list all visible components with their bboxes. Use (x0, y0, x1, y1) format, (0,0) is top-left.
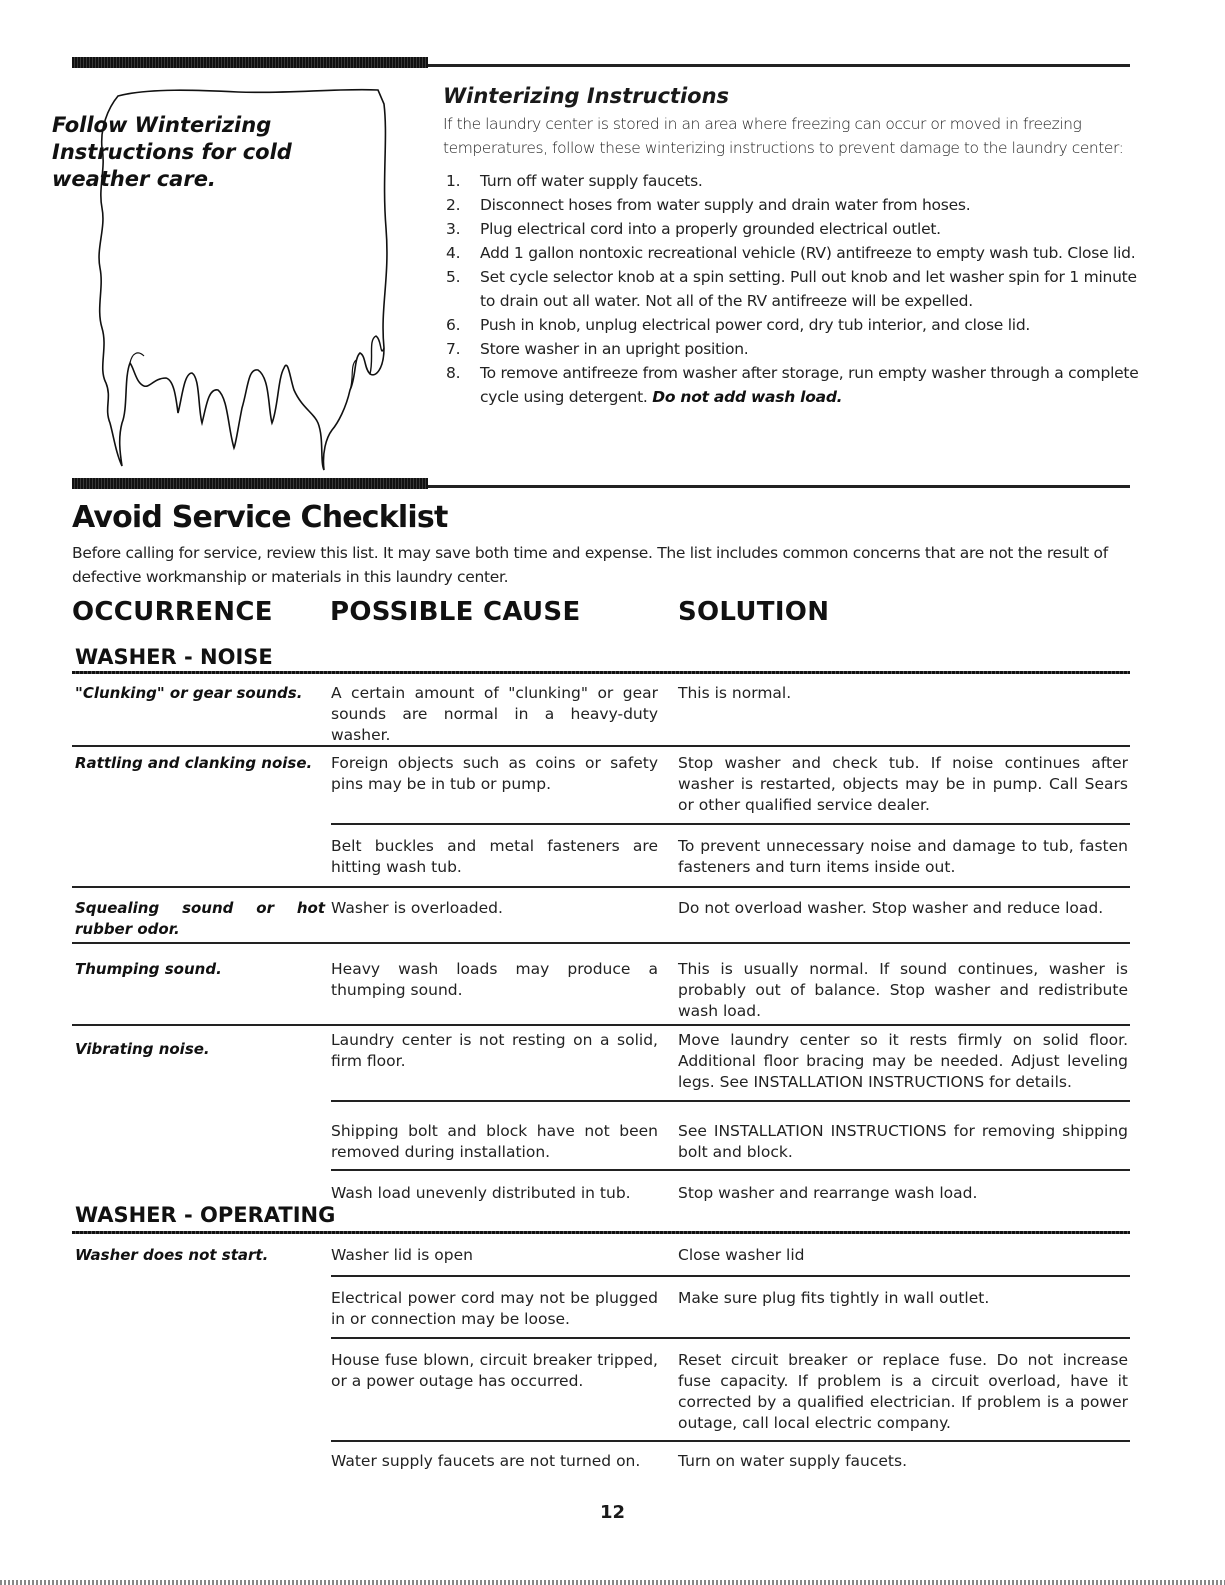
row-divider (331, 823, 1130, 825)
occurrence-label: "Clunking" or gear sounds. (75, 684, 303, 702)
step-text: Push in knob, unplug electrical power cord, dry tub interior, and close lid. (480, 316, 1031, 334)
step-item (443, 169, 1143, 193)
occurrence-label: Washer does not start. (75, 1246, 269, 1264)
step-text: Set cycle selector knob at a spin setting. Pull out knob and let washer spin for 1 minute to drain out all water. Not all of the RV antifreeze will be expelled. (480, 268, 1137, 310)
top-divider (72, 64, 1130, 67)
row-divider (331, 1275, 1130, 1277)
step-number: 2. (446, 196, 461, 214)
step-item (443, 313, 1143, 337)
step-text: Plug electrical cord into a properly grounded electrical outlet. (480, 220, 941, 238)
winterizing-callout (52, 112, 312, 193)
winterizing-title: Winterizing Instructions (443, 84, 730, 108)
solution-text: Move laundry center so it rests firmly on solid floor. Additional floor bracing may be needed. Adjust leveling legs. See INSTALLATION INSTRUCTIONS for details. (678, 1031, 1128, 1091)
solution-text: Close washer lid (678, 1246, 805, 1264)
winterizing-steps (443, 169, 1143, 409)
step-item (443, 265, 1143, 313)
cause-text: Shipping bolt and block have not been removed during installation. (331, 1122, 658, 1161)
occurrence-label: Squealing sound or hot rubber odor. (75, 899, 325, 938)
cause-text: Laundry center is not resting on a solid, firm floor. (331, 1031, 658, 1070)
solution-text: Stop washer and check tub. If noise continues after washer is restarted, objects may be in pump. Call Sears or other qualified service dealer. (678, 754, 1128, 814)
cause-text: Wash load unevenly distributed in tub. (331, 1184, 631, 1202)
winterizing-intro: If the laundry center is stored in an area where freezing can occur or moved in freezing temperatures, follow these winterizing instructions to prevent damage to the laundry center: (443, 115, 1124, 157)
solution-text: Do not overload washer. Stop washer and reduce load. (678, 899, 1104, 917)
row-divider (331, 1169, 1130, 1171)
step-item (443, 361, 1143, 409)
solution-text: To prevent unnecessary noise and damage to tub, fasten fasteners and turn items inside out. (678, 837, 1128, 876)
cause-text: Foreign objects such as coins or safety pins may be in tub or pump. (331, 754, 658, 793)
callout-line: Instructions for cold (52, 140, 292, 164)
cause-text: Washer lid is open (331, 1246, 473, 1264)
section-rule (72, 1231, 1130, 1234)
callout-line: weather care. (52, 167, 216, 191)
section-divider (72, 485, 1130, 488)
occurrence-label: Rattling and clanking noise. (75, 754, 313, 772)
cause-text: Water supply faucets are not turned on. (331, 1452, 641, 1470)
step-text: To remove antifreeze from washer after storage, run empty washer through a complete cycle using detergent. (480, 364, 1139, 406)
row-divider (72, 745, 1130, 747)
step-emphasis: Do not add wash load. (652, 388, 843, 406)
section-heading-noise: WASHER - NOISE (75, 645, 273, 669)
cause-text: Belt buckles and metal fasteners are hitting wash tub. (331, 837, 658, 876)
row-divider (72, 1024, 1130, 1026)
step-text: Turn off water supply faucets. (480, 172, 703, 190)
row-divider (72, 886, 1130, 888)
solution-text: See INSTALLATION INSTRUCTIONS for removing shipping bolt and block. (678, 1122, 1128, 1161)
step-number: 8. (446, 364, 461, 382)
solution-text: Reset circuit breaker or replace fuse. Do not increase fuse capacity. If problem is a circuit overload, have it corrected by a qualified electrician. If problem is a power outage, call local electric company. (678, 1351, 1128, 1432)
scan-edge (0, 1580, 1225, 1585)
column-header-cause: POSSIBLE CAUSE (330, 597, 581, 627)
step-number: 4. (446, 244, 461, 262)
solution-text: This is usually normal. If sound continues, washer is probably out of balance. Stop washer and redistribute wash load. (678, 960, 1128, 1020)
step-text: Store washer in an upright position. (480, 340, 749, 358)
step-number: 5. (446, 268, 461, 286)
cause-text: House fuse blown, circuit breaker tripped, or a power outage has occurred. (331, 1351, 658, 1390)
step-text: Add 1 gallon nontoxic recreational vehicle (RV) antifreeze to empty wash tub. Close lid. (480, 244, 1136, 262)
step-item (443, 241, 1143, 265)
winterizing-section (443, 83, 1143, 409)
occurrence-label: Vibrating noise. (75, 1040, 210, 1058)
cause-text: Heavy wash loads may produce a thumping sound. (331, 960, 658, 999)
column-header-solution: SOLUTION (678, 597, 830, 627)
column-header-occurrence: OCCURRENCE (72, 597, 273, 627)
step-number: 7. (446, 340, 461, 358)
cause-text: Washer is overloaded. (331, 899, 503, 917)
step-text: Disconnect hoses from water supply and drain water from hoses. (480, 196, 971, 214)
row-divider (331, 1440, 1130, 1442)
solution-text: Make sure plug fits tightly in wall outlet. (678, 1289, 990, 1307)
solution-text: This is normal. (678, 684, 792, 702)
row-divider (72, 942, 1130, 944)
step-item (443, 217, 1143, 241)
row-divider (331, 1100, 1130, 1102)
section-heading-operating: WASHER - OPERATING (75, 1203, 336, 1227)
cause-text: Electrical power cord may not be plugged in or connection may be loose. (331, 1289, 658, 1328)
checklist-intro: Before calling for service, review this list. It may save both time and expense. The list includes common concerns that are not the result of defective workmanship or materials in this laundry center. (72, 544, 1108, 586)
checklist-title: Avoid Service Checklist (72, 500, 448, 535)
step-number: 3. (446, 220, 461, 238)
step-number: 6. (446, 316, 461, 334)
occurrence-label: Thumping sound. (75, 960, 222, 978)
row-divider (331, 1337, 1130, 1339)
cause-text: A certain amount of "clunking" or gear sounds are normal in a heavy-duty washer. (331, 684, 658, 744)
step-item (443, 193, 1143, 217)
section-rule (72, 671, 1130, 674)
solution-text: Turn on water supply faucets. (678, 1452, 908, 1470)
step-number: 1. (446, 172, 461, 190)
callout-line: Follow Winterizing (52, 113, 272, 137)
solution-text: Stop washer and rearrange wash load. (678, 1184, 978, 1202)
step-item (443, 337, 1143, 361)
page-number: 12 (599, 1502, 626, 1523)
